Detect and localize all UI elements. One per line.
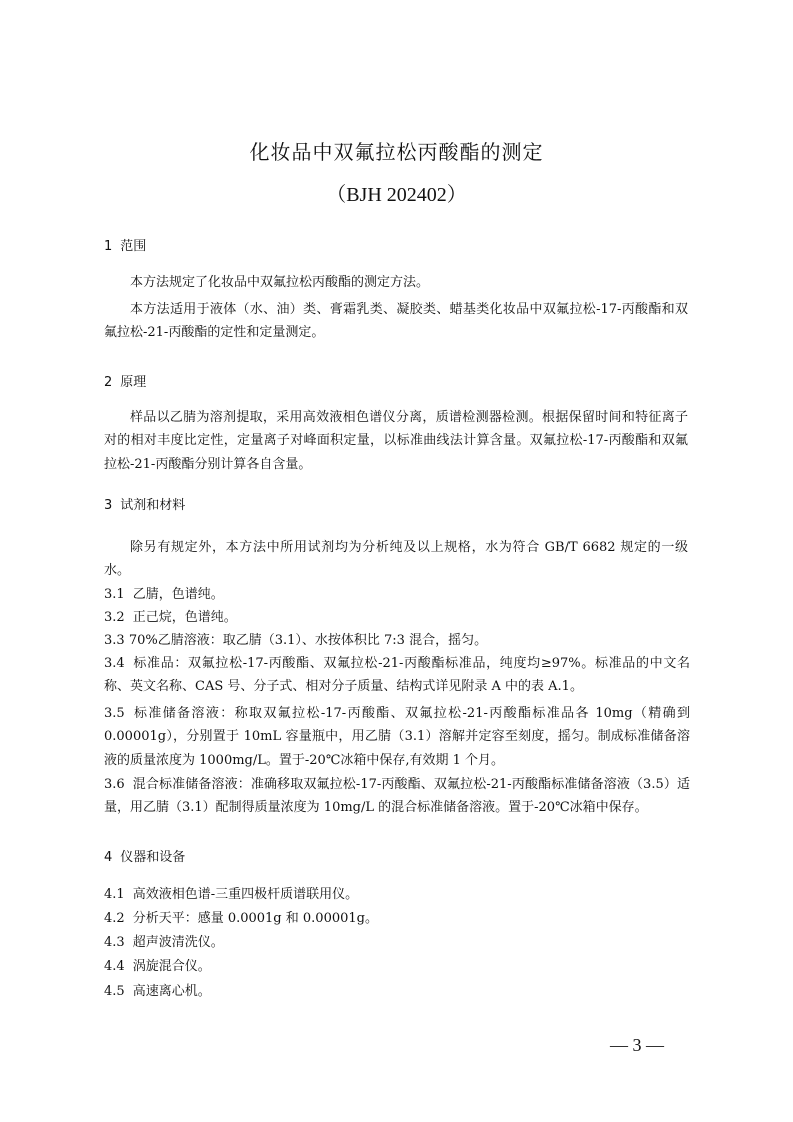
list-item: 4.1 高效液相色谱-三重四极杆质谱联用仪。: [104, 887, 359, 902]
list-item: 3.1 乙腈，色谱纯。: [104, 587, 224, 602]
section-1-paragraph-1: 本方法规定了化妆品中双氟拉松丙酸酯的测定方法。: [130, 275, 430, 290]
section-3-intro: 除另有规定外，本方法中所用试剂均为分析纯及以上规格，水为符合 GB/T 6682 规定的一级水。: [104, 540, 688, 579]
section-1-paragraph-2: 本方法适用于液体（水、油）类、膏霜乳类、凝胶类、蜡基类化妆品中双氟拉松-17-丙酸酯和双氟拉松-21-丙酸酯的定性和定量测定。: [104, 302, 688, 341]
section-number: 4: [104, 850, 113, 865]
section-3-heading: [104, 494, 185, 513]
list-item: 4.5 高速离心机。: [104, 984, 211, 999]
section-number: 1: [104, 239, 113, 254]
page-number: — 3 —: [610, 1035, 664, 1055]
list-item: 3.2 正己烷，色谱纯。: [104, 610, 237, 625]
section-title: 范围: [120, 239, 147, 254]
list-item: 4.3 超声波清洗仪。: [104, 935, 224, 950]
section-title: 仪器和设备: [120, 850, 186, 865]
list-item: 3.3 70%乙腈溶液：取乙腈（3.1）、水按体积比 7:3 混合，摇匀。: [104, 633, 488, 648]
list-item: 3.4 标准品：双氟拉松-17-丙酸酯、双氟拉松-21-丙酸酯标准品，纯度均≥97%。标准品的中文名称、英文名称、CAS 号、分子式、相对分子质量、结构式详见附录 A 中的表 A.1。: [104, 656, 690, 695]
section-1-heading: [104, 235, 146, 254]
list-item: 4.4 涡旋混合仪。: [104, 959, 211, 974]
section-2-heading: [104, 371, 146, 390]
document-title: 化妆品中双氟拉松丙酸酯的测定: [249, 140, 544, 164]
section-title: 原理: [120, 375, 147, 390]
section-title: 试剂和材料: [120, 498, 186, 513]
section-number: 3: [104, 498, 113, 513]
section-4-heading: [104, 846, 185, 865]
list-item: 3.6 混合标准储备溶液：准确移取双氟拉松-17-丙酸酯、双氟拉松-21-丙酸酯标准储备溶液（3.5）适量，用乙腈（3.1）配制得质量浓度为 10mg/L 的混合标准储备溶液。置于-20℃冰箱中保存。: [104, 777, 690, 816]
document-code: （BJH 202402）: [326, 184, 467, 206]
list-item: 4.2 分析天平：感量 0.0001g 和 0.00001g。: [104, 911, 378, 926]
section-number: 2: [104, 375, 113, 390]
section-2-paragraph-1: 样品以乙腈为溶剂提取，采用高效液相色谱仪分离，质谱检测器检测。根据保留时间和特征离子对的相对丰度比定性，定量离子对峰面积定量，以标准曲线法计算含量。双氟拉松-17-丙酸酯和双氟拉松-21-丙酸酯分别计算各自含量。: [104, 410, 688, 472]
list-item: 3.5 标准储备溶液：称取双氟拉松-17-丙酸酯、双氟拉松-21-丙酸酯标准品各 10mg（精确到 0.00001g），分别置于 10mL 容量瓶中，用乙腈（3.1）溶解并定容至刻度，摇匀。制成标准储备溶液的质量浓度为 1000mg/L。置于-20℃冰箱中保存,有效期 1 个月。: [104, 706, 690, 768]
